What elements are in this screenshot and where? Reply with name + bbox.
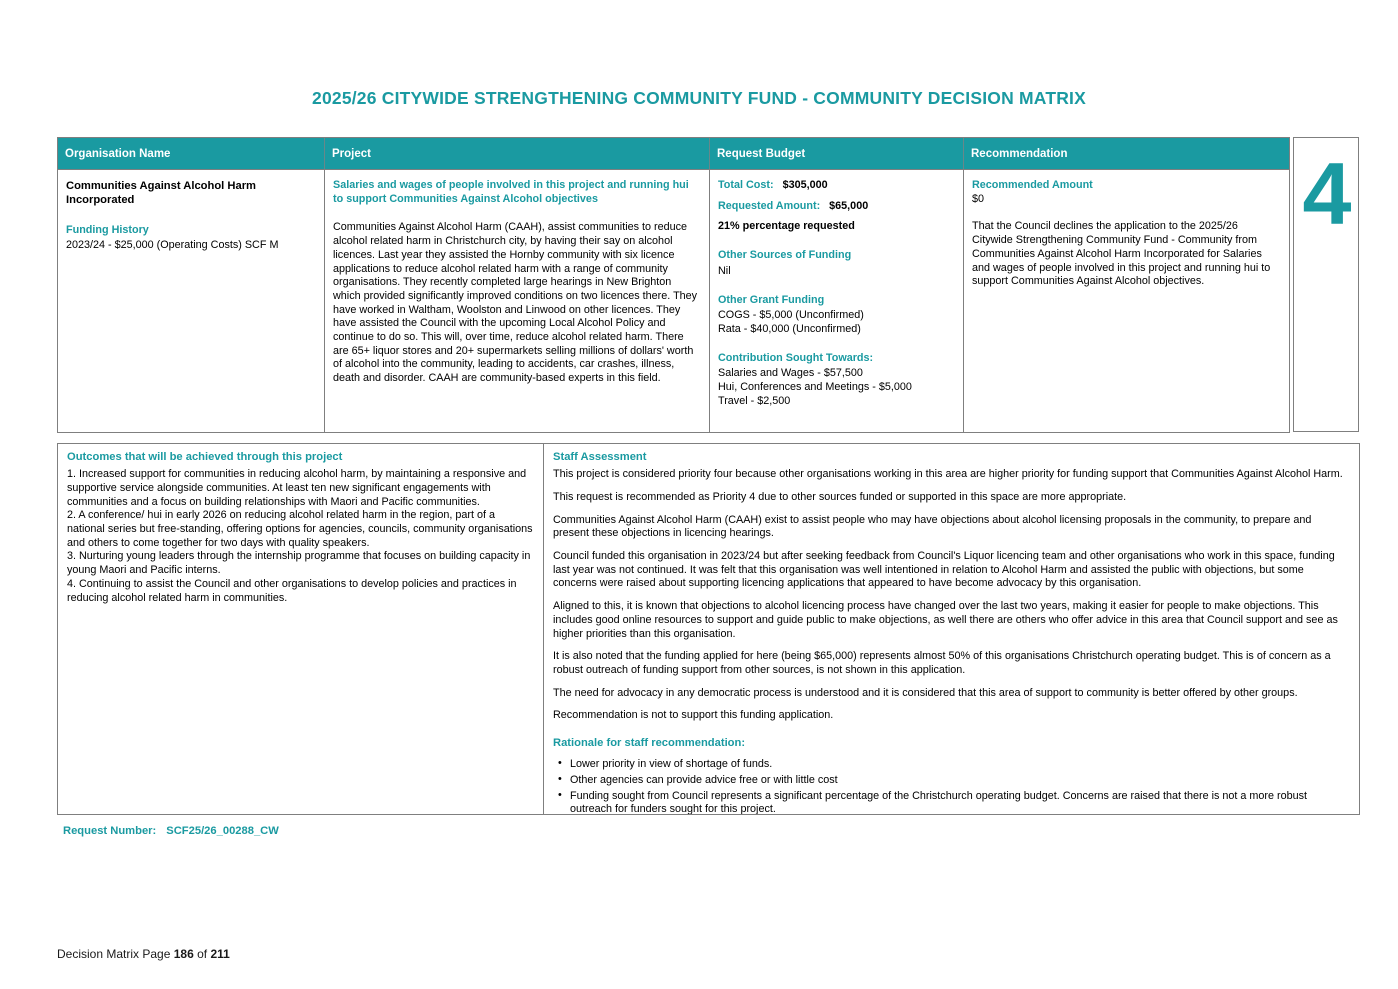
percentage-requested: 21% percentage requested (718, 220, 855, 233)
staff-paragraph: Communities Against Alcohol Harm (CAAH) exist to assist people who may have objections about alcohol licensing proposals in the community, to prepare and present these objections in licencing hearings. (553, 513, 1312, 540)
staff-paragraph: Aligned to this, it is known that objections to alcohol licencing process have changed over the last two years, making it easier for people to make objections. This includes good online resources to support and guide public to make objections, as well there are others who offer advice in this area that Council support and see as higher priorities than this organisation. (553, 600, 1338, 640)
staff-paragraph: Council funded this organisation in 2023/24 but after seeking feedback from Council's Liquor licencing team and other organisations who work in this space, funding last year was not continued. It was felt that this organisation was well intentioned in relation to Alcohol Harm and assisted the public with objections, but some concerns were raised about supporting licencing applications that appeared to have become advocacy by this organisation. (553, 550, 1335, 590)
organisation-cell (58, 169, 325, 432)
organisation-name: Communities Against Alcohol Harm Incorporated (66, 180, 257, 207)
footer-page-number: 186 (173, 947, 194, 961)
request-number-value: SCF25/26_00288_CW (166, 825, 279, 837)
rationale-bullet: • Other agencies can provide advice free or with little cost (553, 774, 1350, 788)
staff-assessment-cell (544, 444, 1359, 814)
recommendation-text: That the Council declines the application to the 2025/26 Citywide Strengthening Community Fund - Community from Communities Against Alcohol Harm Incorporated for Salaries and wages of people involved in this project and running hui to support Communities Against Alcohol objectives. (972, 220, 1271, 288)
total-cost-line (718, 179, 955, 193)
recommendation-cell (964, 169, 1289, 432)
outcome-item: 4. Continuing to assist the Council and other organisations to develop policies and practices in reducing alcohol related harm in communities. (67, 577, 517, 604)
footer-total-pages: 211 (210, 947, 230, 961)
request-budget-cell (710, 169, 964, 432)
recommended-amount-value: $0 (972, 192, 985, 205)
rationale-bullet: • Funding sought from Council represents a significant percentage of the Christchurch operating budget. Concerns are raised that there is not a more robust outreach for funders sought for this project. (553, 790, 1350, 814)
rationale-heading: Rationale for staff recommendation: (553, 737, 746, 750)
funding-history-label: Funding History (66, 224, 149, 237)
outcome-item: 2. A conference/ hui in early 2026 on reducing alcohol related harm in the region, part of a national series but free-standing, offering options for agencies, councils, community organisations and others to come together for two days with quality speakers. (67, 509, 533, 549)
rationale-list (553, 758, 1350, 814)
other-grant-item: Rata - $40,000 (Unconfirmed) (718, 322, 861, 335)
requested-amount-label: Requested Amount: (718, 199, 821, 212)
column-header-recommendation: Recommendation (964, 138, 1289, 169)
project-title: Salaries and wages of people involved in this project and running hui to support Communities Against Alcohol objectives (333, 179, 689, 205)
project-description: Communities Against Alcohol Harm (CAAH), assist communities to reduce alcohol related harm in Christchurch city, by having their say on alcohol licences. Last year they assisted the Hornby community with six licence applications to reduce alcohol related harm with a range of community organisations. They recently completed large hearings in New Brighton which provided significantly improved conditions on two licences there. They have worked in Waltham, Woolston and Linwood on other licences. They have assisted the Council with the upcoming Local Alcohol Policy and continue to do so. This will, over time, reduce alcohol related harm. There are 65+ liquor stores and 20+ supermarkets selling millions of dollars' worth of alcohol into the community, leading to accidents, car crashes, illness, death and disorder. CAAH are community-based experts in this field. (333, 221, 698, 385)
request-number (63, 825, 279, 837)
staff-paragraph: This request is recommended as Priority 4 due to other sources funded or supported in this space are more appropriate. (553, 490, 1127, 503)
footer-prefix: Decision Matrix Page (57, 947, 171, 961)
funding-history-value: 2023/24 - $25,000 (Operating Costs) SCF M (66, 239, 279, 252)
outcome-item: 3. Nurturing young leaders through the internship programme that focuses on building capacity in young Maori and Pacific interns. (67, 550, 531, 577)
contribution-sought-label: Contribution Sought Towards: (718, 351, 874, 364)
staff-paragraph: Recommendation is not to support this funding application. (553, 709, 834, 722)
requested-amount-value: $65,000 (829, 199, 869, 212)
page-title: 2025/26 CITYWIDE STRENGTHENING COMMUNITY FUND - COMMUNITY DECISION MATRIX (312, 88, 1086, 108)
column-header-request-budget: Request Budget (710, 138, 964, 169)
project-cell (325, 169, 710, 432)
other-sources-value: Nil (718, 264, 731, 277)
staff-paragraph: The need for advocacy in any democratic process is understood and it is considered that this area of support to community is better offered by other groups. (553, 686, 1298, 699)
rationale-bullet: • Lower priority in view of shortage of funds. (553, 758, 1350, 772)
other-grant-funding-label: Other Grant Funding (718, 293, 825, 306)
footer-of: of (197, 947, 208, 961)
total-cost-value: $305,000 (782, 179, 828, 191)
column-header-organisation: Organisation Name (58, 138, 325, 169)
contribution-item: Salaries and Wages - $57,500 (718, 367, 863, 380)
recommended-amount-label: Recommended Amount (972, 179, 1093, 191)
priority-box (1293, 137, 1359, 432)
staff-paragraph: It is also noted that the funding applied for here (being $65,000) represents almost 50% of this organisations Christchurch operating budget. This is of concern as a robust outreach of funding support from other sources, is not shown in this application. (553, 650, 1331, 676)
request-number-label: Request Number: (63, 825, 157, 837)
total-cost-label: Total Cost: (718, 179, 774, 191)
footer-page-indicator (57, 947, 230, 961)
other-grant-item: COGS - $5,000 (Unconfirmed) (718, 309, 864, 322)
assessment-table (57, 443, 1360, 815)
contribution-item: Travel - $2,500 (718, 394, 791, 407)
staff-paragraph: This project is considered priority four because other organisations working in this area are higher priority for funding support that Communities Against Alcohol Harm. (553, 468, 1343, 481)
contribution-item: Hui, Conferences and Meetings - $5,000 (718, 381, 912, 394)
column-header-project: Project (325, 138, 710, 169)
outcomes-cell (58, 444, 544, 814)
other-sources-label: Other Sources of Funding (718, 249, 852, 262)
outcome-item: 1. Increased support for communities in reducing alcohol harm, by maintaining a responsive and supportive service alongside communities. At least ten new significant engagements with communities and a focus on building relationships with Maori and Pacific communities. (67, 468, 527, 508)
outcomes-heading: Outcomes that will be achieved through this project (67, 451, 343, 463)
decision-matrix-table (57, 137, 1290, 433)
staff-assessment-heading: Staff Assessment (553, 451, 647, 463)
requested-amount-line (718, 200, 955, 214)
priority-number: 4 (1302, 144, 1350, 243)
